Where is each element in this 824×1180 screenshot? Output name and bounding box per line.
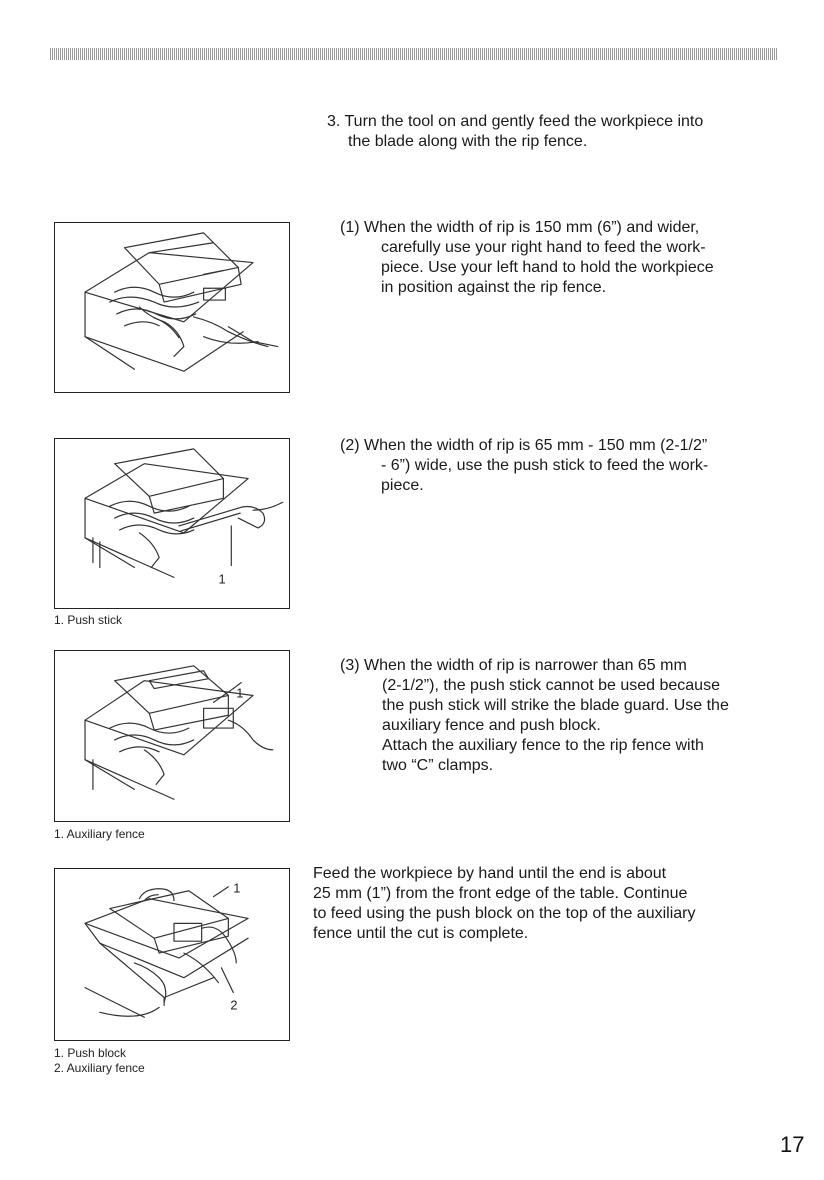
figure-2-caption (54, 613, 122, 628)
figure-1-hand-feeding (54, 222, 290, 393)
text-line: carefully use your right hand to feed the work- (381, 239, 706, 256)
push-stick-illustration (55, 439, 289, 608)
text-line: piece. (381, 477, 424, 494)
text-line: the blade along with the rip fence. (348, 133, 588, 150)
feed-instructions-text (313, 864, 695, 944)
text-line: - 6”) wide, use the push stick to feed the work- (381, 457, 709, 474)
text-line: piece. Use your left hand to hold the workpiece (381, 259, 714, 276)
caption-line: 1. Auxiliary fence (54, 827, 145, 841)
header-dotted-rule (50, 48, 778, 60)
item-1-text (340, 218, 714, 298)
page-number: 17 (780, 1132, 805, 1157)
text-line: auxiliary fence and push block. (382, 717, 601, 734)
step-3-text (327, 112, 703, 152)
figure-4-push-block (54, 868, 290, 1041)
callout-2-label: 2 (230, 997, 238, 1013)
text-line: to feed using the push block on the top of the auxiliary (313, 905, 696, 922)
text-line: (2-1/2”), the push stick cannot be used because (382, 677, 720, 694)
figure-3-caption (54, 827, 145, 842)
push-block-illustration (55, 869, 289, 1040)
callout-1-label: 1 (236, 685, 244, 701)
text-line: Attach the auxiliary fence to the rip fence with (382, 737, 704, 754)
text-line: 25 mm (1”) from the front edge of the table. Continue (313, 885, 688, 902)
text-line: (1) When the width of rip is 150 mm (6”) and wider, (340, 219, 700, 236)
auxiliary-fence-illustration (55, 651, 289, 821)
text-line: 3. Turn the tool on and gently feed the workpiece into (327, 113, 704, 130)
text-line: the push stick will strike the blade guard. Use the (382, 697, 729, 714)
text-line: Feed the workpiece by hand until the end is about (313, 865, 667, 882)
text-line: in position against the rip fence. (381, 279, 607, 296)
caption-line: 1. Push block (54, 1046, 127, 1060)
text-line: fence until the cut is complete. (313, 925, 529, 942)
item-2-text (340, 436, 708, 496)
figure-3-auxiliary-fence (54, 650, 290, 822)
text-line: two “C” clamps. (382, 757, 494, 774)
callout-1-label: 1 (218, 571, 226, 587)
callout-1-label: 1 (233, 880, 241, 896)
text-line: (3) When the width of rip is narrower than 65 mm (340, 657, 687, 674)
figure-2-push-stick (54, 438, 290, 609)
hands-feeding-workpiece-illustration (55, 223, 289, 392)
item-3-text (340, 656, 729, 776)
text-line: (2) When the width of rip is 65 mm - 150 mm (2-1/2” (340, 437, 708, 454)
caption-line: 1. Push stick (54, 613, 123, 627)
figure-4-caption (54, 1046, 145, 1076)
caption-line: 2. Auxiliary fence (54, 1061, 145, 1075)
